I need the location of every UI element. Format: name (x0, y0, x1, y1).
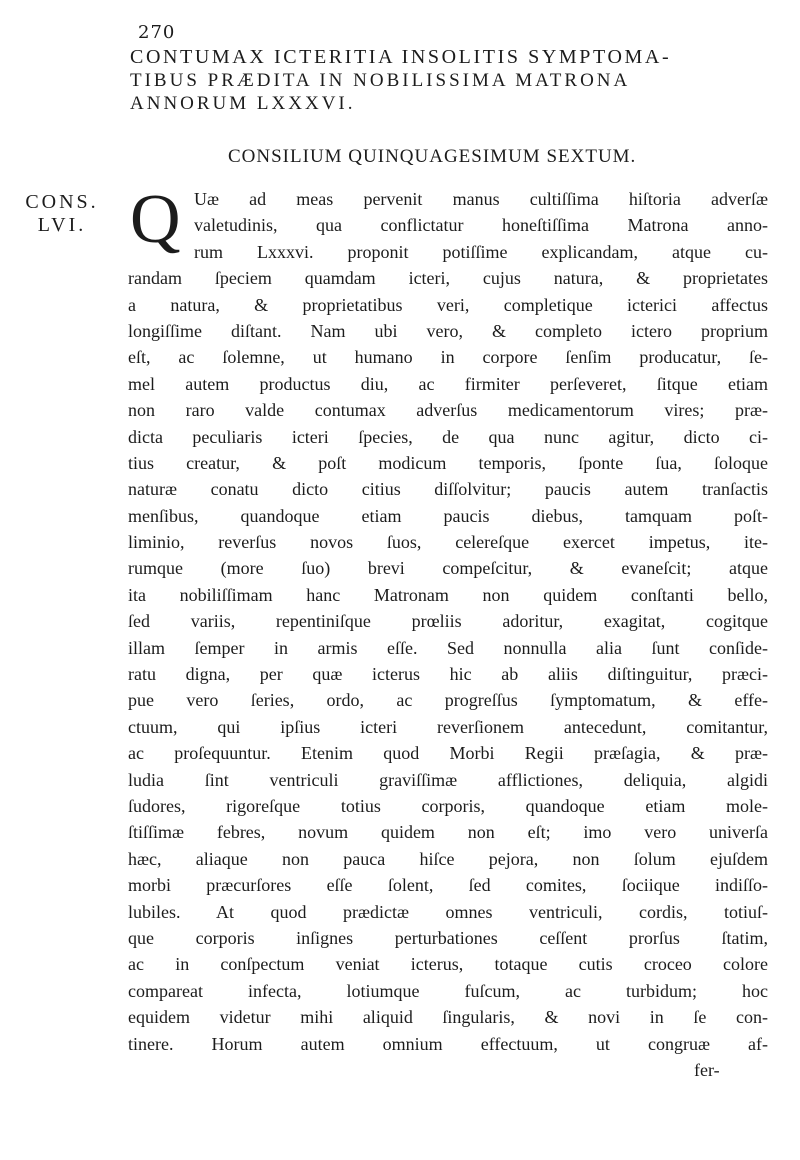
text-line: ac proſequuntur. Etenim quod Morbi Regii præſagia, & præ- (128, 743, 768, 764)
text-line: lubiles. At quod prædictæ omnes ventriculi, cordis, totiuſ- (128, 901, 768, 922)
text-line: rum Lxxxvi. proponit potiſſime explicandam, atque cu- (194, 241, 768, 262)
text-line: ctuum, qui ipſius icteri reverſionem antecedunt, comitantur, (128, 716, 768, 737)
text-line: tius creatur, & poſt modicum temporis, ſponte ſua, ſoloque (128, 452, 768, 473)
text-line: rumque (more ſuo) brevi compeſcitur, & evaneſcit; atque (128, 558, 768, 579)
heading-line: ANNORUM LXXXVI. (130, 93, 356, 114)
text-line: naturæ conatu dicto citius diſſolvitur; paucis autem tranſactis (128, 479, 768, 500)
text-line: ſtiſſimæ febres, novum quidem non eſt; imo vero univerſa (128, 822, 768, 843)
text-line: Uæ ad meas pervenit manus cultiſſima hiſtoria adverſæ (194, 189, 768, 209)
text-line: tinere. Horum autem omnium effectuum, ut congruæ af- (128, 1033, 768, 1054)
text-line: equidem videtur mihi aliquid ſingularis, & novi in ſe con- (128, 1007, 768, 1028)
heading-line: CONTUMAX ICTERITIA INSOLITIS SYMPTOMA- (130, 46, 672, 68)
margin-note-line: CONS. (25, 191, 99, 213)
chapter-heading (130, 46, 770, 115)
text-line: longiſſime diſtant. Nam ubi vero, & completo ictero proprium (128, 320, 768, 341)
consilium-title: CONSILIUM QUINQUAGESIMUM SEXTUM. (228, 146, 637, 167)
margin-note-line: LVI. (37, 214, 87, 236)
text-line: valetudinis, qua conflictatur honeſtiſſima Matrona anno- (194, 215, 768, 236)
text-line: liminio, reverſus novos ſuos, celereſque exercet impetus, ite- (128, 532, 768, 553)
page-number: 270 (138, 22, 176, 43)
initial-q-letter: Q (130, 184, 181, 254)
heading-line: TIBUS PRÆDITA IN NOBILISSIMA MATRONA (130, 70, 631, 91)
catchword: fer- (694, 1059, 720, 1080)
text-line: mel autem productus diu, ac firmiter perſeveret, ſitque etiam (128, 373, 768, 394)
text-line: dicta peculiaris icteri ſpecies, de qua nunc agitur, dicto ci- (128, 426, 768, 447)
text-line: ita nobiliſſimam hanc Matronam non quidem conſtanti bello, (128, 584, 768, 605)
text-line: randam ſpeciem quamdam icteri, cujus natura, & proprietates (128, 268, 768, 289)
text-line: eſt, ac ſolemne, ut humano in corpore ſenſim producatur, ſe- (128, 347, 768, 368)
text-line: non raro valde contumax adverſus medicamentorum vires; præ- (128, 400, 768, 421)
text-line: a natura, & proprietatibus veri, completique icterici affectus (128, 294, 768, 315)
text-line: pue vero ſeries, ordo, ac progreſſus ſymptomatum, & effe- (128, 690, 768, 711)
text-line: que corporis inſignes perturbationes ceſſent prorſus ſtatim, (128, 927, 768, 948)
text-line: menſibus, quandoque etiam paucis diebus, tamquam poſt- (128, 505, 768, 526)
text-line: ratu digna, per quæ icterus hic ab aliis diſtinguitur, præci- (128, 664, 768, 685)
text-line: illam ſemper in armis eſſe. Sed nonnulla alia ſunt conſide- (128, 637, 768, 658)
text-line: compareat infecta, lotiumque fuſcum, ac turbidum; hoc (128, 980, 768, 1001)
body-text (128, 186, 768, 1083)
text-line: ludia ſint ventriculi graviſſimæ afflictiones, deliquia, algidi (128, 769, 768, 790)
text-line: ſed variis, repentiniſque prœliis adoritur, exagitat, cogitque (128, 611, 768, 632)
margin-note (2, 191, 122, 237)
text-line: hæc, aliaque non pauca hiſce pejora, non ſolum ejuſdem (128, 848, 768, 869)
text-line: ſudores, rigoreſque totius corporis, quandoque etiam mole- (128, 795, 768, 816)
text-line: morbi præcurſores eſſe ſolent, ſed comites, ſociique indiſſo- (128, 875, 768, 896)
text-line: ac in conſpectum veniat icterus, totaque cutis croceo colore (128, 954, 768, 975)
